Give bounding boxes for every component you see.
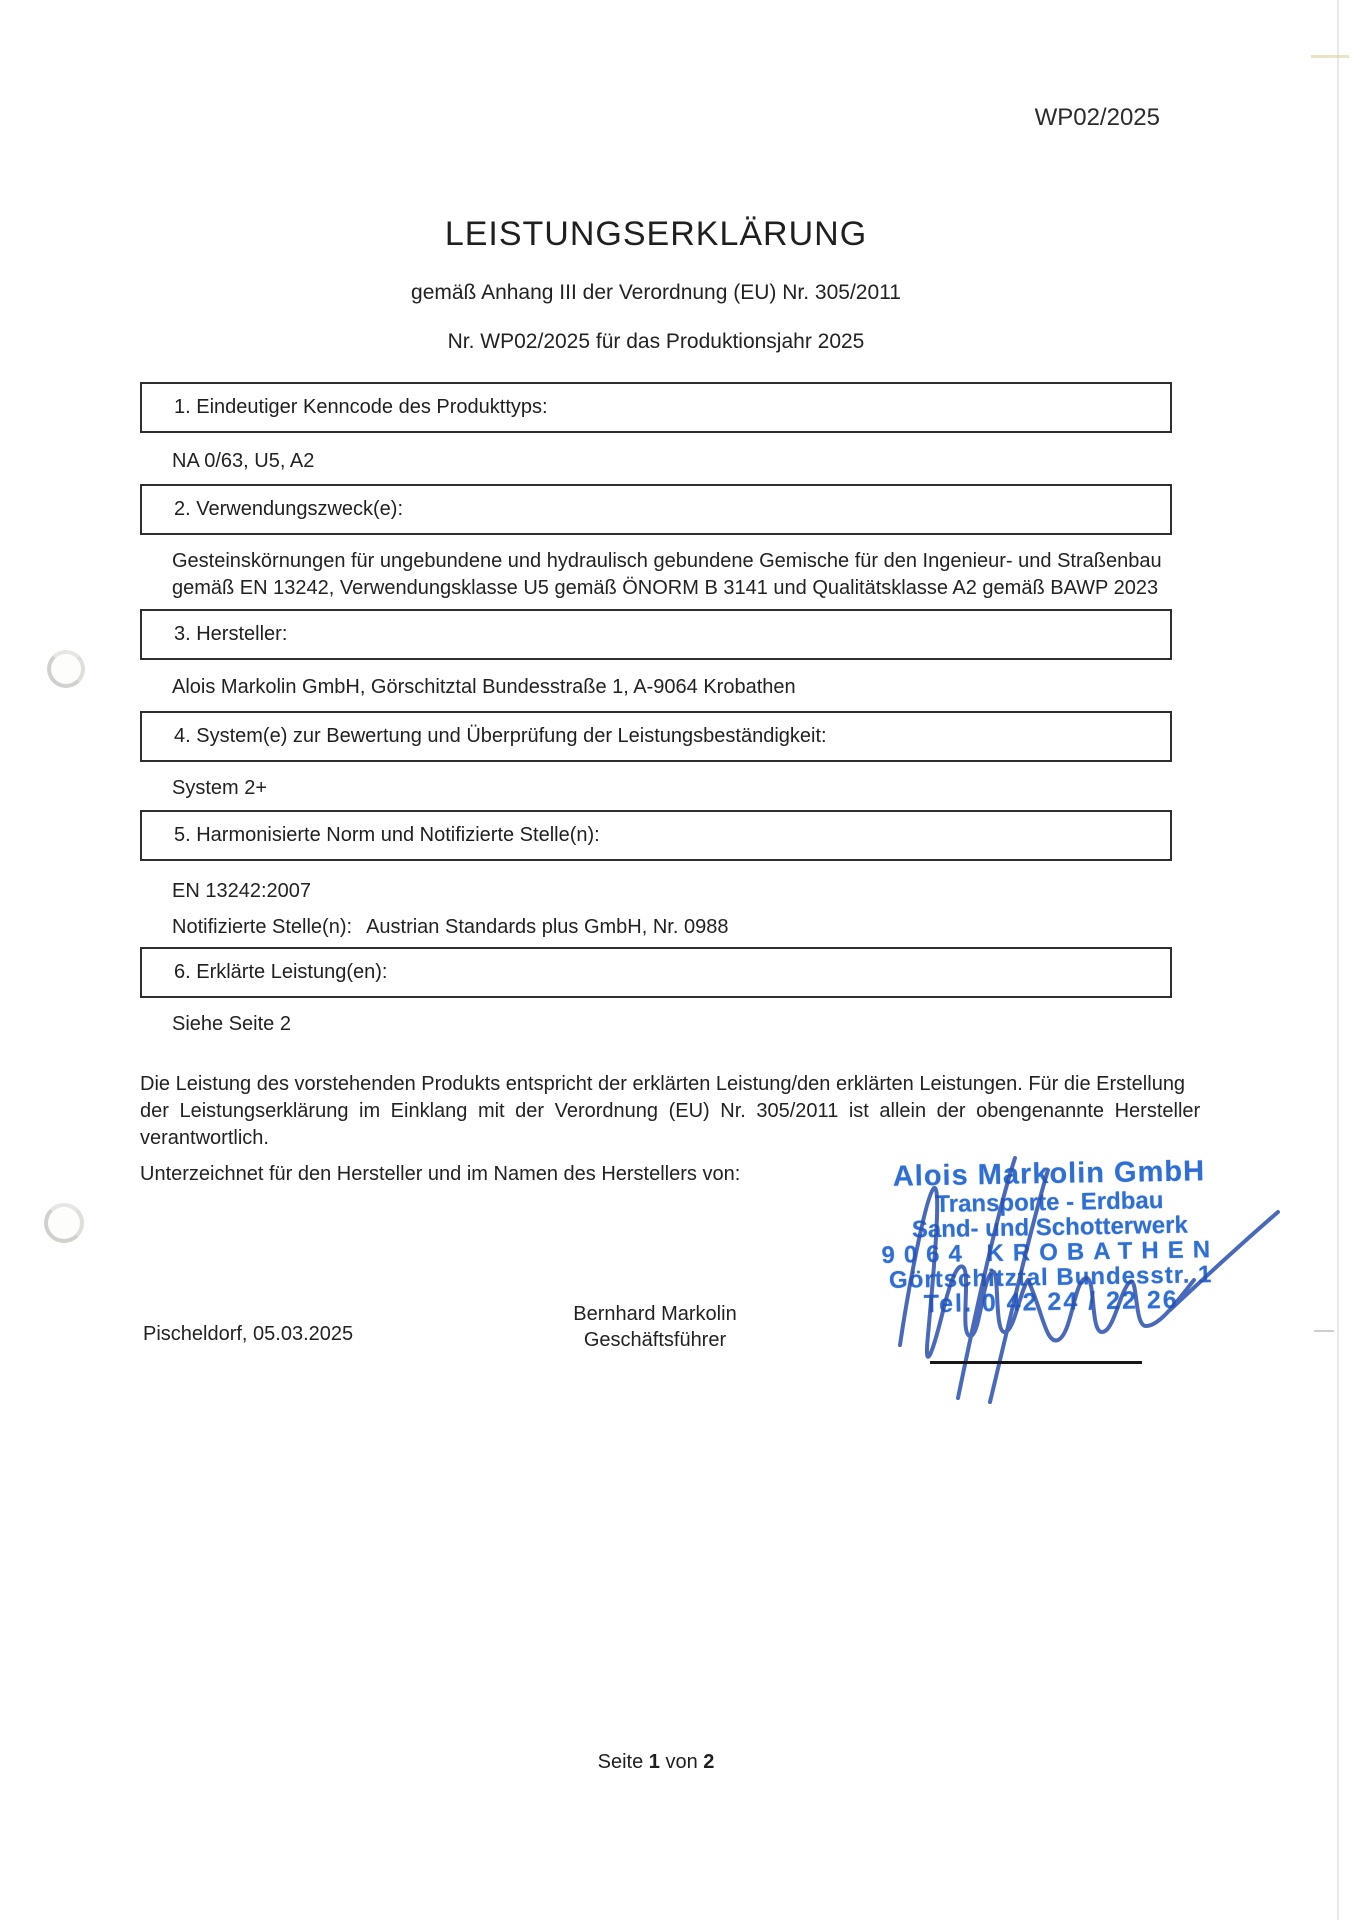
- page-footer: [140, 1751, 1172, 1774]
- section-5-header-box: [140, 810, 1172, 861]
- section-6-value: Siehe Seite 2: [172, 1013, 291, 1035]
- section-1-value: NA 0/63, U5, A2: [172, 450, 315, 472]
- section-2-value-line-1: Gesteinskörnungen für ungebundene und hydraulisch gebundene Gemische für den Ingenieur- und Straßenbau: [172, 550, 1162, 572]
- signer-name: Bernhard Markolin: [573, 1303, 737, 1325]
- signed-by-label: Unterzeichnet für den Hersteller und im Namen des Herstellers von:: [140, 1163, 741, 1185]
- section-2-header-box: [140, 484, 1172, 535]
- document-subtitle-number: Nr. WP02/2025 für das Produktionsjahr 2025: [447, 330, 865, 353]
- section-4-header-box: [140, 711, 1172, 762]
- scan-artifact-tick-middle: [1314, 1330, 1334, 1332]
- notified-body-label: Notifizierte Stelle(n):: [172, 916, 353, 938]
- footer-word-von: von: [665, 1751, 698, 1773]
- section-2-label: 2. Verwendungszweck(e):: [174, 498, 404, 520]
- company-stamp: [844, 1154, 1257, 1318]
- section-4-value: System 2+: [172, 777, 268, 799]
- notified-body-value: Austrian Standards plus GmbH, Nr. 0988: [366, 916, 729, 938]
- section-5-label: 5. Harmonisierte Norm und Notifizierte Stelle(n):: [174, 824, 600, 846]
- stamp-company-name: Alois Markolin GmbH: [892, 1155, 1206, 1193]
- section-2-value: [172, 548, 1162, 602]
- document-ref-number: WP02/2025: [1034, 104, 1160, 131]
- stamp-business-line-2: Sand- und Schotterwerk: [911, 1211, 1189, 1244]
- signer-block: [530, 1301, 780, 1353]
- declaration-line-3: verantwortlich.: [140, 1127, 269, 1149]
- declaration-line-2: der Leistungserklärung im Einklang mit der Verordnung (EU) Nr. 305/2011 ist allein der obengenannte Hersteller: [140, 1100, 1201, 1122]
- section-2-value-line-2: gemäß EN 13242, Verwendungsklasse U5 gemäß ÖNORM B 3141 und Qualitätsklasse A2 gemäß BAWP 2023: [172, 577, 1159, 599]
- footer-word-seite: Seite: [597, 1751, 644, 1773]
- stamp-city: 9064 KROBATHEN: [881, 1236, 1220, 1269]
- document-title: LEISTUNGSERKLÄRUNG: [444, 215, 868, 253]
- stamp-phone: Tel. 0 42 24 / 22 26: [923, 1285, 1179, 1319]
- stamp-business-line-1: Transporte - Erdbau: [935, 1187, 1164, 1218]
- stamp-street: Görtschitztal Bundesstr. 1: [888, 1261, 1213, 1294]
- signer-role: Geschäftsführer: [583, 1329, 727, 1351]
- document-subtitle-regulation: gemäß Anhang III der Verordnung (EU) Nr. 305/2011: [411, 281, 901, 304]
- footer-page-total: 2: [703, 1751, 715, 1773]
- declaration-line-1: Die Leistung des vorstehenden Produkts entspricht der erklärten Leistung/den erklärten Leistungen. Für die Erstellung: [140, 1073, 1186, 1095]
- hole-punch-mark-top: [47, 650, 85, 688]
- place-and-date: Pischeldorf, 05.03.2025: [143, 1323, 354, 1345]
- scan-edge-line: [1337, 0, 1339, 1920]
- section-4-label: 4. System(e) zur Bewertung und Überprüfung der Leistungsbeständigkeit:: [174, 725, 827, 747]
- signature-line: [930, 1361, 1142, 1364]
- section-3-header-box: [140, 609, 1172, 660]
- hole-punch-mark-bottom: [44, 1203, 84, 1243]
- section-1-header-box: [140, 382, 1172, 433]
- section-1-label: 1. Eindeutiger Kenncode des Produkttyps:: [174, 396, 548, 418]
- section-5-norm-value: EN 13242:2007: [172, 880, 312, 902]
- section-3-label: 3. Hersteller:: [174, 623, 288, 645]
- declaration-paragraph: [140, 1071, 1201, 1152]
- scan-artifact-tick-top: [1311, 55, 1349, 58]
- section-6-header-box: [140, 947, 1172, 998]
- section-3-value: Alois Markolin GmbH, Görschitztal Bundesstraße 1, A-9064 Krobathen: [172, 676, 796, 698]
- footer-page-current: 1: [648, 1751, 660, 1773]
- section-5-notified-body: [172, 916, 728, 939]
- section-6-label: 6. Erklärte Leistung(en):: [174, 961, 388, 983]
